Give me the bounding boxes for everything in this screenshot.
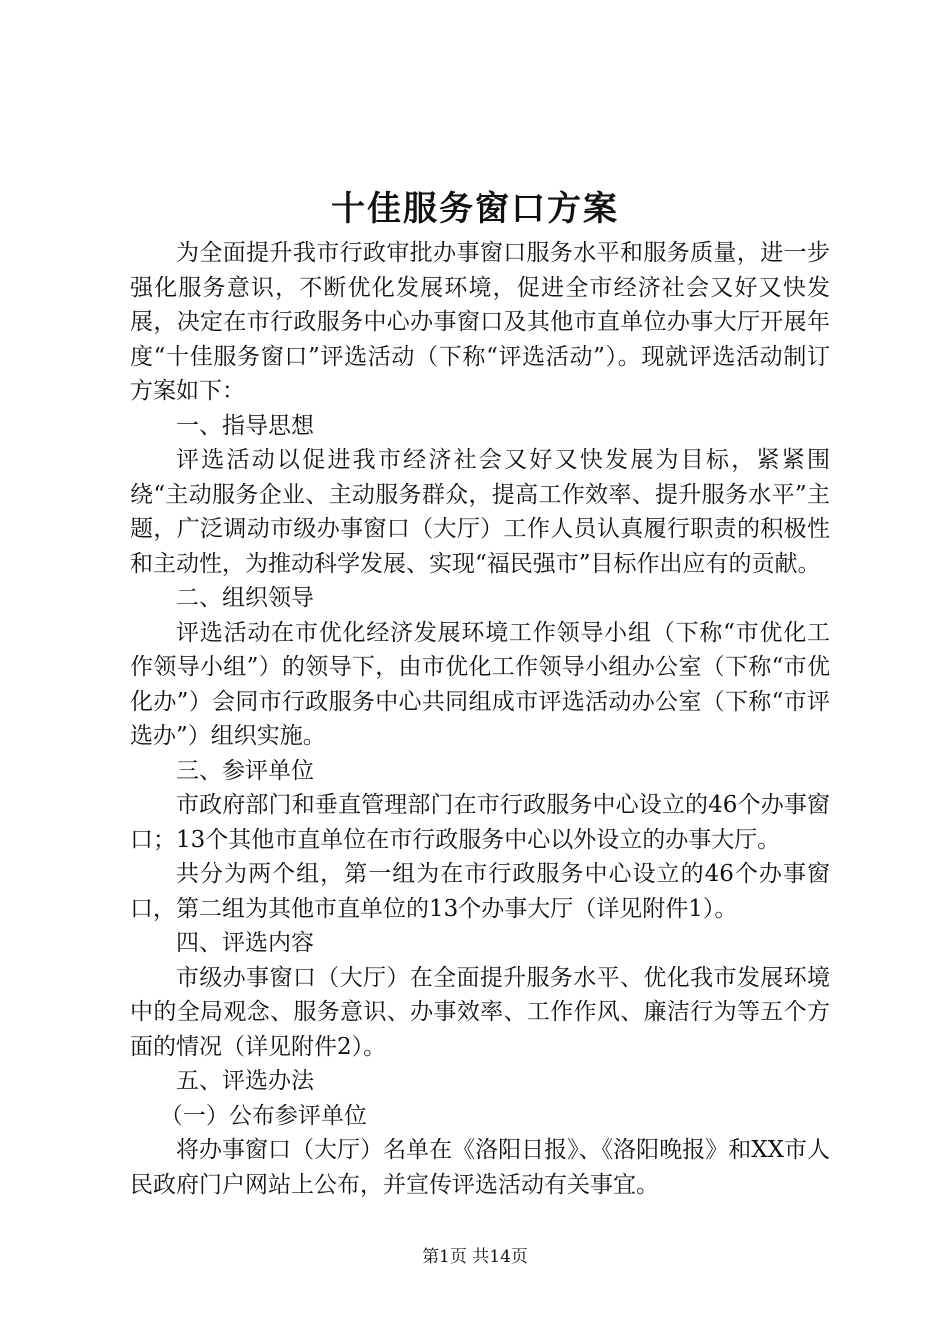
- body-paragraph: 共分为两个组，第一组为在市行政服务中心设立的46个办事窗口，第二组为其他市直单位的13个办事大厅（详见附件1）。: [130, 861, 830, 922]
- page-number-footer: 第1页 共14页: [422, 1247, 528, 1267]
- document-body: [130, 236, 830, 1202]
- intro-paragraph: 为全面提升我市行政审批办事窗口服务水平和服务质量，进一步强化服务意识，不断优化发展环境，促进全市经济社会又好又快发展，决定在市行政服务中心办事窗口及其他市直单位办事大厅开展年度“十佳服务窗口”评选活动（下称“评选活动”）。现就评选活动制订方案如下：: [130, 240, 830, 404]
- section-heading: 一、指导思想: [176, 412, 314, 439]
- section-heading: 四、评选内容: [176, 930, 314, 956]
- body-paragraph: 评选活动在市优化经济发展环境工作领导小组（下称“市优化工作领导小组”）的领导下，由市优化工作领导小组办公室（下称“市优化办”）会同市行政服务中心共同组成市评选活动办公室（下称“市评选办”）组织实施。: [130, 619, 830, 749]
- section-heading: 五、评选办法: [176, 1068, 314, 1094]
- section-heading: 二、组织领导: [176, 585, 314, 611]
- body-paragraph: 评选活动以促进我市经济社会又好又快发展为目标，紧紧围绕“主动服务企业、主动服务群众，提高工作效率、提升服务水平”主题，广泛调动市级办事窗口（大厅）工作人员认真履行职责的积极性和主动性，为推动科学发展、实现“福民强市”目标作出应有的贡献。: [130, 447, 830, 577]
- section-heading: 三、参评单位: [176, 757, 314, 784]
- body-paragraph: 市级办事窗口（大厅）在全面提升服务水平、优化我市发展环境中的全局观念、服务意识、办事效率、工作作风、廉洁行为等五个方面的情况（详见附件2）。: [130, 964, 830, 1060]
- body-paragraph: 市政府部门和垂直管理部门在市行政服务中心设立的46个办事窗口；13个其他市直单位在市行政服务中心以外设立的办事大厅。: [130, 792, 830, 853]
- document-title: 十佳服务窗口方案: [331, 189, 619, 229]
- subsection-heading: （一）公布参评单位: [159, 1102, 367, 1129]
- body-paragraph: 将办事窗口（大厅）名单在《洛阳日报》、《洛阳晚报》和XX市人民政府门户网站上公布，并宣传评选活动有关事宜。: [130, 1137, 830, 1198]
